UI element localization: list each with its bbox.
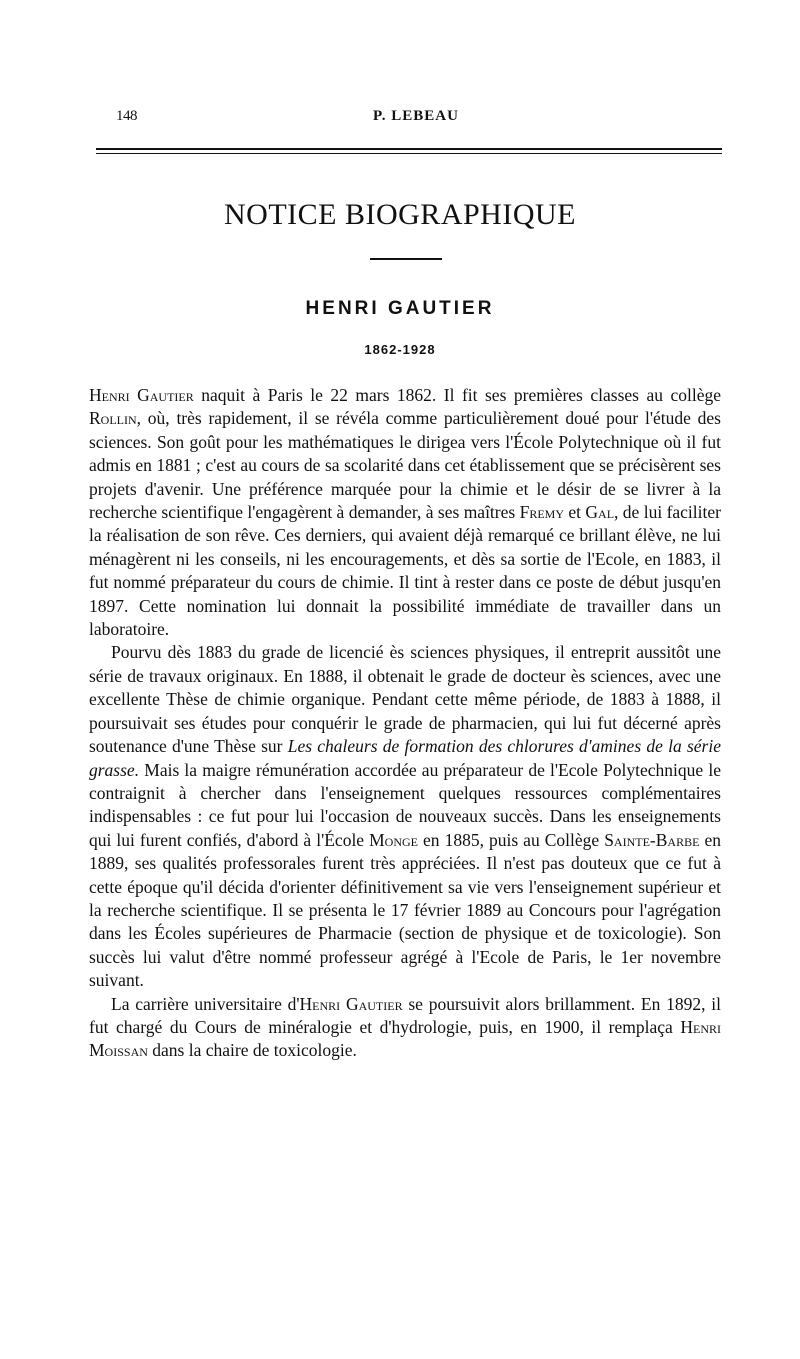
paragraph-text: Pourvu dès 1883 du grade de licencié ès sciences physiques, il entreprit aussitôt une série de travaux originaux. En 1888, il obtenait le grade de docteur ès sciences, avec une excellente Thèse de chimie organique. Pendant cette même période, de 1883 à 1888, il poursuivait ses études pour conquérir le grade de pharmacien, qui lui fut décerné après soutenance d'une Thèse sur bbox=[89, 642, 721, 757]
paragraph-text: et bbox=[564, 502, 586, 523]
subject-name: HENRI GAUTIER bbox=[305, 298, 495, 319]
paragraph-text: La carrière universitaire d' bbox=[111, 993, 300, 1014]
italic-title-text: Les chaleurs de formation des chlorures d'amines de la série grasse. bbox=[89, 736, 721, 780]
person-name: Gal bbox=[585, 502, 615, 523]
page-title: NOTICE BIOGRAPHIQUE bbox=[224, 198, 576, 231]
body-text bbox=[89, 384, 721, 1063]
person-name: Monge bbox=[369, 829, 418, 850]
paragraph-text: , de lui faciliter la réalisation de son rêve. Ces derniers, qui avaient déjà remarqué ce brillant élève, ne lui ménagèrent ni les conseils, ni les encouragements, et dès sa sortie de l'Ecole, en 1883, il fut nommé préparateur du cours de chimie. Il tint à rester dans ce poste de début jusqu'en 1897. Cette nomination lui donnait la possibilité immédiate de travailler dans un laboratoire. bbox=[89, 502, 721, 640]
paragraph-text: se poursuivit alors brillamment. En 1892, il fut chargé du Cours de minéralogie et d'hydrologie, puis, en 1900, il remplaça bbox=[89, 993, 721, 1037]
paragraph bbox=[89, 384, 721, 641]
running-author: P. LEBEAU bbox=[373, 108, 459, 124]
header-double-rule bbox=[96, 148, 722, 154]
title-divider bbox=[370, 258, 442, 260]
page-number: 148 bbox=[116, 108, 137, 124]
person-name: Sainte-Barbe bbox=[604, 829, 700, 850]
person-name: Fremy bbox=[519, 502, 564, 523]
paragraph-text: dans la chaire de toxicologie. bbox=[147, 1040, 357, 1061]
person-name: Henri Gautier bbox=[299, 993, 403, 1014]
paragraph-text: Mais la maigre rémunération accordée au préparateur de l'Ecole Polytechnique le contraignit à chercher dans l'enseignement quelques ressources complémentaires indispensables : ce fut pour lui l'occasion de nouveaux succès. Dans les enseignements qui lui furent confiés, d'abord à l'École bbox=[89, 759, 721, 850]
person-name: Henri Gautier bbox=[89, 385, 194, 405]
running-header bbox=[110, 108, 722, 128]
subject-dates: 1862-1928 bbox=[364, 342, 436, 357]
paragraph-text: naquit à Paris le 22 mars 1862. Il fit ses premières classes au collège bbox=[193, 385, 721, 405]
paragraph bbox=[89, 641, 721, 992]
paragraph bbox=[89, 993, 721, 1063]
paragraph-text: en 1889, ses qualités professorales furent très appréciées. Il n'est pas douteux que ce fut à cette époque qu'il décida d'orienter définitivement sa vie vers l'enseignement supérieur et la recherche scientifique. Il se présenta le 17 février 1889 au Concours pour l'agrégation dans les Écoles supérieures de Pharmacie (section de physique et de toxicologie). Son succès lui valut d'être nommé professeur agrégé à l'Ecole de Paris, le 1er novembre suivant. bbox=[89, 829, 721, 991]
person-name: Rollin bbox=[89, 408, 137, 429]
paragraph-text: , où, très rapidement, il se révéla comme particulièrement doué pour l'étude des sciences. Son goût pour les mathématiques le dirigea vers l'École Polytechnique où il fut admis en 1881 ; c'est au cours de sa scolarité dans cet établissement que se précisèrent ses projets d'avenir. Une préférence marquée pour la chimie et le désir de se livrer à la recherche scientifique l'engagèrent à demander, à ses maîtres bbox=[89, 408, 721, 523]
paragraph-text: en 1885, puis au Collège bbox=[418, 829, 605, 850]
person-name: Henri Moissan bbox=[89, 1016, 721, 1061]
